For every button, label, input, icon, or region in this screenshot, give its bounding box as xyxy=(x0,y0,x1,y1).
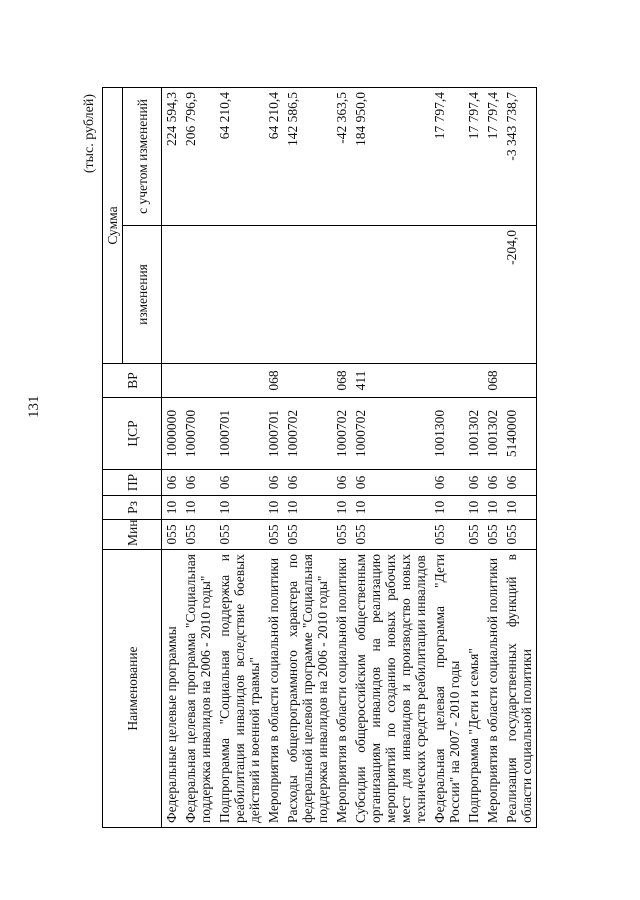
header-name: Наименование xyxy=(103,550,162,828)
row-min: 055 xyxy=(283,520,332,550)
row-changes xyxy=(264,226,283,364)
row-total: 224 594,3 xyxy=(162,87,182,225)
table-row xyxy=(215,87,264,827)
row-name: Подпрограмма "Дети и семья" xyxy=(464,550,483,828)
row-min: 055 xyxy=(464,520,483,550)
row-pr: 06 xyxy=(464,470,483,496)
row-csr: 1001302 xyxy=(483,398,502,470)
table-body xyxy=(162,87,537,827)
row-name: Подпрограмма "Социальная поддержка и реабилитация инвалидов вследствие боевых действий и военной травмы" xyxy=(215,550,264,828)
row-pr: 06 xyxy=(215,470,264,496)
row-vr: 068 xyxy=(483,364,502,398)
row-rz: 10 xyxy=(215,496,264,520)
row-pr: 06 xyxy=(351,470,430,496)
row-total: 142 586,5 xyxy=(283,87,332,225)
row-min: 055 xyxy=(162,520,182,550)
table-row xyxy=(430,87,464,827)
row-min: 055 xyxy=(215,520,264,550)
row-pr: 06 xyxy=(502,470,537,496)
row-vr: 411 xyxy=(351,364,430,398)
row-rz: 10 xyxy=(283,496,332,520)
row-csr: 5140000 xyxy=(502,398,537,470)
table-row xyxy=(351,87,430,827)
row-csr: 1000701 xyxy=(264,398,283,470)
row-vr: 068 xyxy=(332,364,351,398)
row-vr: 068 xyxy=(264,364,283,398)
header-with-changes: с учетом изменений xyxy=(123,87,162,225)
row-pr: 06 xyxy=(264,470,283,496)
row-pr: 06 xyxy=(332,470,351,496)
header-rz: Рз xyxy=(103,496,162,520)
row-vr xyxy=(464,364,483,398)
table-row xyxy=(264,87,283,827)
table-row xyxy=(283,87,332,827)
row-rz: 10 xyxy=(351,496,430,520)
row-rz: 10 xyxy=(502,496,537,520)
header-min: Мин xyxy=(103,520,162,550)
row-name: Федеральная целевая программа "Социальная поддержка инвалидов на 2006 - 2010 годы" xyxy=(181,550,215,828)
row-vr xyxy=(162,364,182,398)
row-name: Мероприятия в области социальной политики xyxy=(264,550,283,828)
row-rz: 10 xyxy=(430,496,464,520)
row-total: -3 343 738,7 xyxy=(502,87,537,225)
row-name: Расходы общепрограммного характера по федеральной целевой программе "Социальная поддержка инвалидов на 2006 - 2010 годы" xyxy=(283,550,332,828)
row-vr xyxy=(181,364,215,398)
row-pr: 06 xyxy=(181,470,215,496)
header-summa: Сумма xyxy=(103,87,123,363)
budget-table xyxy=(102,87,537,828)
row-name: Субсидии общероссийским общественным организациям инвалидов на реализацию мероприятий по созданию новых рабочих мест для инвалидов и производство новых технических средств реабилитации инвалидов xyxy=(351,550,430,828)
header-pr: ПР xyxy=(103,470,162,496)
units-label: (тыс. рублей) xyxy=(82,94,97,174)
row-min: 055 xyxy=(430,520,464,550)
row-rz: 10 xyxy=(162,496,182,520)
row-vr xyxy=(283,364,332,398)
row-changes xyxy=(351,226,430,364)
row-min: 055 xyxy=(181,520,215,550)
row-name: Мероприятия в области социальной политики xyxy=(483,550,502,828)
row-csr: 1000702 xyxy=(351,398,430,470)
row-pr: 06 xyxy=(483,470,502,496)
row-total: 17 797,4 xyxy=(483,87,502,225)
row-total: 184 950,0 xyxy=(351,87,430,225)
row-pr: 06 xyxy=(430,470,464,496)
row-name: Реализация государственных функций в области социальной политики xyxy=(502,550,537,828)
row-name: Федеральная целевая программа "Дети России" на 2007 - 2010 годы xyxy=(430,550,464,828)
row-rz: 10 xyxy=(332,496,351,520)
row-pr: 06 xyxy=(162,470,182,496)
row-changes xyxy=(483,226,502,364)
row-changes xyxy=(215,226,264,364)
row-csr: 1000701 xyxy=(215,398,264,470)
row-total: 64 210,4 xyxy=(264,87,283,225)
row-rz: 10 xyxy=(181,496,215,520)
header-changes: изменения xyxy=(123,226,162,364)
header-csr: ЦСР xyxy=(103,398,162,470)
row-total: 17 797,4 xyxy=(430,87,464,225)
row-rz: 10 xyxy=(483,496,502,520)
row-name: Мероприятия в области социальной политики xyxy=(332,550,351,828)
row-min: 055 xyxy=(502,520,537,550)
row-rz: 10 xyxy=(464,496,483,520)
row-changes xyxy=(283,226,332,364)
table-row xyxy=(502,87,537,827)
table-row xyxy=(332,87,351,827)
row-csr: 1000000 xyxy=(162,398,182,470)
row-vr xyxy=(430,364,464,398)
row-total: -42 363,5 xyxy=(332,87,351,225)
table-row xyxy=(483,87,502,827)
table-row xyxy=(464,87,483,827)
row-total: 64 210,4 xyxy=(215,87,264,225)
row-total: 206 796,9 xyxy=(181,87,215,225)
row-csr: 1001302 xyxy=(464,398,483,470)
row-changes xyxy=(162,226,182,364)
row-min: 055 xyxy=(264,520,283,550)
page-number: 131 xyxy=(26,395,42,418)
row-min: 055 xyxy=(483,520,502,550)
row-vr xyxy=(215,364,264,398)
row-vr xyxy=(502,364,537,398)
row-csr: 1000700 xyxy=(181,398,215,470)
table-row xyxy=(181,87,215,827)
row-csr: 1001300 xyxy=(430,398,464,470)
row-rz: 10 xyxy=(264,496,283,520)
header-vr: ВР xyxy=(103,364,162,398)
row-csr: 1000702 xyxy=(332,398,351,470)
row-changes xyxy=(181,226,215,364)
rotated-table-page xyxy=(82,88,588,828)
row-changes xyxy=(464,226,483,364)
row-changes: -204,0 xyxy=(502,226,537,364)
table-row xyxy=(162,87,182,827)
row-pr: 06 xyxy=(283,470,332,496)
row-name: Федеральные целевые программы xyxy=(162,550,182,828)
row-changes xyxy=(430,226,464,364)
row-min: 055 xyxy=(332,520,351,550)
row-total: 17 797,4 xyxy=(464,87,483,225)
row-csr: 1000702 xyxy=(283,398,332,470)
row-min: 055 xyxy=(351,520,430,550)
row-changes xyxy=(332,226,351,364)
